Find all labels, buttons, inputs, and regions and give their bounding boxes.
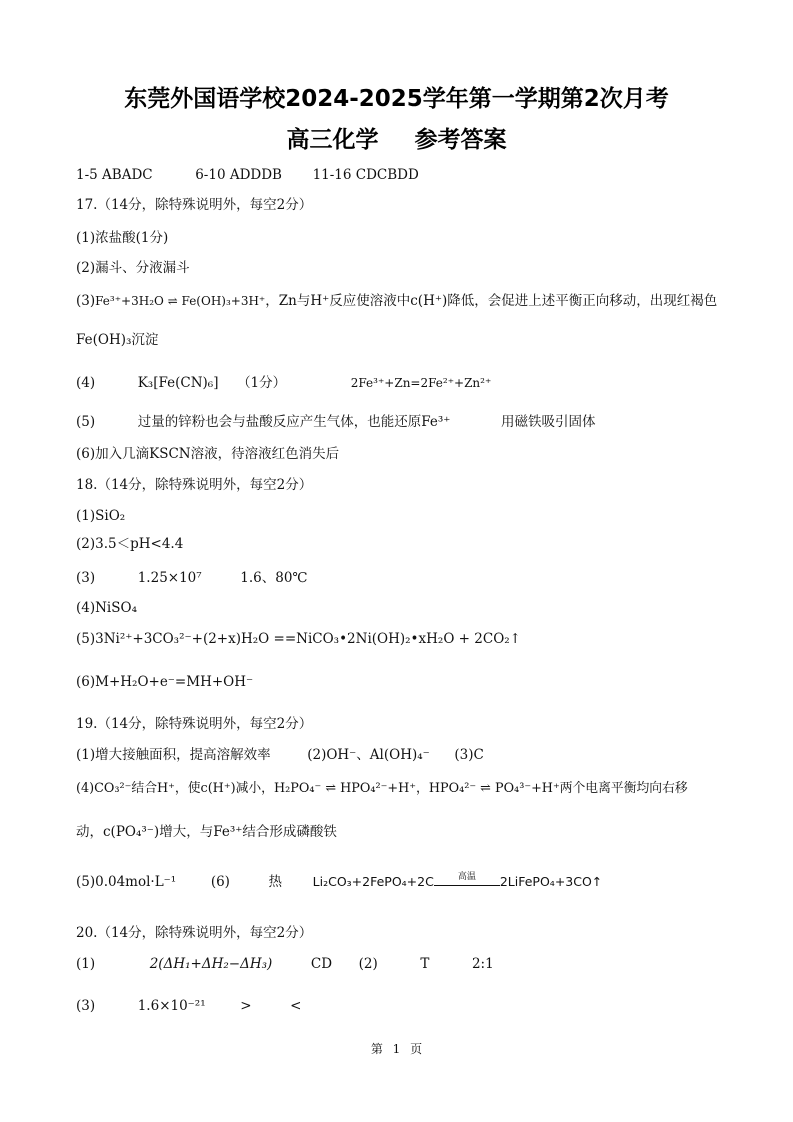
q17-heading: 17.（14分，除特殊说明外，每空2分） (76, 197, 313, 213)
q17-answer-3: (3)Fe³⁺+3H₂O ⇌ Fe(OH)₃+3H⁺，Zn与H⁺反应使溶液中c(H⁺)降低，会促进上述平衡正向移动，出现红褐色 (76, 293, 718, 309)
mc-1-5: 1-5 ABADC (76, 167, 153, 183)
reaction-condition: 高温 (457, 871, 476, 882)
q18-answer-3: (3) 1.25×10⁷ 1.6、80℃ (76, 570, 308, 586)
q20-answers-1-2: (1) 2(ΔH₁+ΔH₂−ΔH₃) CD (2) T 2:1 (76, 956, 494, 972)
reaction-arrow (434, 871, 500, 889)
q18-heading: 18.（14分，除特殊说明外，每空2分） (76, 477, 313, 493)
q17-answer-1: (1)浓盐酸(1分) (76, 230, 169, 246)
q20-heading: 20.（14分，除特殊说明外，每空2分） (76, 925, 313, 941)
q19-answers-1-3: (1)增大接触面积，提高溶解效率 (2)OH⁻、Al(OH)₄⁻ (3)C (76, 747, 484, 763)
q17-answer-2: (2)漏斗、分液漏斗 (76, 260, 190, 276)
q17-answer-4: (4) K₃[Fe(CN)₆] （1分） 2Fe³⁺+Zn=2Fe²⁺+Zn²⁺ (76, 375, 492, 391)
q18-answer-5: (5)3Ni²⁺+3CO₃²⁻+(2+x)H₂O ==NiCO₃•2Ni(OH)₂•xH₂O + 2CO₂↑ (76, 631, 521, 647)
q18-answer-6: (6)M+H₂O+e⁻=MH+OH⁻ (76, 674, 254, 690)
q17-reagent-formula: K₃[Fe(CN)₆] (137, 375, 219, 391)
q17-equilibrium-equation: Fe³⁺+3H₂O ⇌ Fe(OH)₃+3H⁺ (95, 294, 266, 308)
q17-answer-3-cont: Fe(OH)₃沉淀 (76, 332, 159, 348)
q18-answer-2: (2)3.5＜pH<4.4 (76, 536, 184, 552)
q18-answer-1: (1)SiO₂ (76, 508, 126, 524)
q20-enthalpy-expression: 2(ΔH₁+ΔH₂−ΔH₃) (149, 956, 273, 972)
q19-answer-4: (4)CO₃²⁻结合H⁺，使c(H⁺)减小，H₂PO₄⁻ ⇌ HPO₄²⁻+H⁺，HPO₄²⁻ ⇌ PO₄³⁻+H⁺两个电离平衡均向右移 (76, 781, 688, 796)
mc-6-10: 6-10 ADDDB (195, 167, 282, 183)
mc-11-16: 11-16 CDCBDD (312, 167, 419, 183)
page-subtitle: 高三化学 参考答案 (286, 127, 507, 153)
mc-answers (76, 166, 419, 184)
q20-answer-3: (3) 1.6×10⁻²¹ > < (76, 998, 302, 1014)
q19-heading: 19.（14分，除特殊说明外，每空2分） (76, 716, 313, 732)
q17-ionic-equation: 2Fe³⁺+Zn=2Fe²⁺+Zn²⁺ (350, 376, 492, 390)
q19-reaction-equation: Li₂CO₃+2FePO₄+2C 高温 2LiFePO₄+3CO↑ (313, 874, 603, 889)
q19-answers-5-6: (5)0.04mol·L⁻¹ (6) 热 Li₂CO₃+2FePO₄+2C 高温 2LiFePO₄+3CO↑ (76, 873, 602, 891)
q17-answer-5: (5) 过量的锌粉也会与盐酸反应产生气体，也能还原Fe³⁺ 用磁铁吸引固体 (76, 414, 596, 430)
page-number: 第 1 页 (370, 1042, 423, 1056)
page-title: 东莞外国语学校2024-2025学年第一学期第2次月考 (124, 86, 669, 112)
q18-answer-4: (4)NiSO₄ (76, 600, 137, 616)
q19-answer-4-cont: 动，c(PO₄³⁻)增大，与Fe³⁺结合形成磷酸铁 (76, 824, 337, 840)
q17-answer-6: (6)加入几滴KSCN溶液，待溶液红色消失后 (76, 446, 340, 462)
